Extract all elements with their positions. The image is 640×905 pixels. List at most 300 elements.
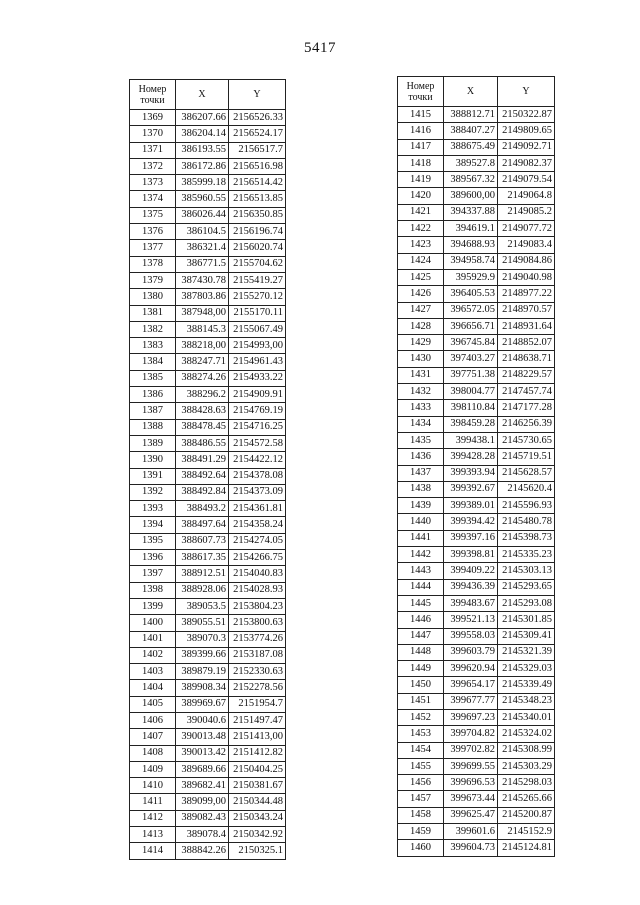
table-row (398, 204, 555, 220)
x-coordinate-cell: 386204.14 (176, 126, 229, 142)
table-row (130, 142, 286, 158)
table-row (130, 305, 286, 321)
x-coordinate-cell: 398110.84 (444, 400, 498, 416)
point-number-cell: 1435 (398, 432, 444, 448)
point-number-cell: 1426 (398, 286, 444, 302)
x-coordinate-cell: 388497.64 (176, 517, 229, 533)
table-row (130, 338, 286, 354)
x-coordinate-cell: 399604.73 (444, 840, 498, 856)
table-row (130, 354, 286, 370)
table-row (398, 758, 555, 774)
point-number-cell: 1382 (130, 321, 176, 337)
x-coordinate-cell: 399601.6 (444, 824, 498, 840)
y-coordinate-cell: 2155419.27 (229, 272, 286, 288)
table-row (130, 517, 286, 533)
table-row (398, 498, 555, 514)
y-coordinate-cell: 2155704.62 (229, 256, 286, 272)
y-coordinate-cell: 2148852.07 (498, 335, 555, 351)
x-coordinate-cell: 386026.44 (176, 207, 229, 223)
y-coordinate-cell: 2154961.43 (229, 354, 286, 370)
y-coordinate-cell: 2149809.65 (498, 123, 555, 139)
table-row (130, 468, 286, 484)
point-number-cell: 1404 (130, 680, 176, 696)
point-number-cell: 1414 (130, 843, 176, 859)
table-row (398, 514, 555, 530)
table-row (398, 840, 555, 856)
y-coordinate-cell: 2156516.98 (229, 158, 286, 174)
y-coordinate-cell: 2145335.23 (498, 547, 555, 563)
y-coordinate-cell: 2148977.22 (498, 286, 555, 302)
point-number-cell: 1376 (130, 224, 176, 240)
coordinates-table-right (397, 76, 555, 857)
table-row (398, 172, 555, 188)
y-coordinate-cell: 2154933.22 (229, 370, 286, 386)
point-number-cell: 1459 (398, 824, 444, 840)
table-row (130, 778, 286, 794)
table-row (398, 824, 555, 840)
table-row (398, 644, 555, 660)
x-coordinate-cell: 389053.5 (176, 598, 229, 614)
point-number-cell: 1381 (130, 305, 176, 321)
x-coordinate-cell: 389527.8 (444, 155, 498, 171)
point-number-cell: 1397 (130, 566, 176, 582)
point-number-cell: 1421 (398, 204, 444, 220)
x-coordinate-cell: 388428.63 (176, 403, 229, 419)
table-row (398, 335, 555, 351)
x-coordinate-cell: 388296.2 (176, 387, 229, 403)
y-coordinate-cell: 2154274.05 (229, 533, 286, 549)
point-number-cell: 1412 (130, 810, 176, 826)
table-row (130, 810, 286, 826)
y-coordinate-cell: 2145308.99 (498, 742, 555, 758)
table-row (398, 481, 555, 497)
x-coordinate-cell: 386193.55 (176, 142, 229, 158)
x-coordinate-cell: 388675.49 (444, 139, 498, 155)
point-number-cell: 1439 (398, 498, 444, 514)
point-number-cell: 1420 (398, 188, 444, 204)
point-number-cell: 1429 (398, 335, 444, 351)
table-row (130, 207, 286, 223)
point-number-cell: 1392 (130, 484, 176, 500)
x-coordinate-cell: 387430.78 (176, 272, 229, 288)
point-number-cell: 1386 (130, 387, 176, 403)
x-header: X (444, 77, 498, 107)
x-coordinate-cell: 389567.32 (444, 172, 498, 188)
y-coordinate-cell: 2156524.17 (229, 126, 286, 142)
point-number-cell: 1394 (130, 517, 176, 533)
point-number-cell: 1441 (398, 530, 444, 546)
point-number-cell: 1436 (398, 449, 444, 465)
y-coordinate-cell: 2147457.74 (498, 384, 555, 400)
table-row (398, 432, 555, 448)
x-coordinate-cell: 388478.45 (176, 419, 229, 435)
x-coordinate-cell: 388407.27 (444, 123, 498, 139)
x-coordinate-cell: 394337.88 (444, 204, 498, 220)
point-number-cell: 1387 (130, 403, 176, 419)
y-coordinate-cell: 2145303.29 (498, 758, 555, 774)
table-row (398, 628, 555, 644)
point-number-cell: 1388 (130, 419, 176, 435)
x-coordinate-cell: 386207.66 (176, 110, 229, 126)
point-number-cell: 1432 (398, 384, 444, 400)
point-number-cell: 1437 (398, 465, 444, 481)
table-row (130, 680, 286, 696)
y-coordinate-cell: 2155270.12 (229, 289, 286, 305)
table-row (398, 286, 555, 302)
x-coordinate-cell: 390040.6 (176, 712, 229, 728)
table-row (398, 612, 555, 628)
table-header-row (398, 77, 555, 107)
y-coordinate-cell: 2154909.91 (229, 387, 286, 403)
x-coordinate-cell: 388274.26 (176, 370, 229, 386)
y-coordinate-cell: 2145152.9 (498, 824, 555, 840)
x-coordinate-cell: 388842.26 (176, 843, 229, 859)
x-coordinate-cell: 399677.77 (444, 693, 498, 709)
table-row (398, 563, 555, 579)
point-number-cell: 1450 (398, 677, 444, 693)
y-coordinate-cell: 2147177.28 (498, 400, 555, 416)
point-number-cell: 1433 (398, 400, 444, 416)
x-coordinate-cell: 388218,00 (176, 338, 229, 354)
x-coordinate-cell: 398459.28 (444, 416, 498, 432)
point-number-cell: 1452 (398, 709, 444, 725)
x-coordinate-cell: 397403.27 (444, 351, 498, 367)
y-coordinate-cell: 2149064.8 (498, 188, 555, 204)
table-row (398, 579, 555, 595)
table-row (130, 598, 286, 614)
point-number-cell: 1371 (130, 142, 176, 158)
x-coordinate-cell: 399428.28 (444, 449, 498, 465)
table-row (130, 272, 286, 288)
point-number-cell: 1438 (398, 481, 444, 497)
point-number-cell: 1449 (398, 661, 444, 677)
table-row (130, 110, 286, 126)
x-coordinate-cell: 399389.01 (444, 498, 498, 514)
y-coordinate-cell: 2156514.42 (229, 175, 286, 191)
y-coordinate-cell: 2145480.78 (498, 514, 555, 530)
y-coordinate-cell: 2154358.24 (229, 517, 286, 533)
table-row (130, 452, 286, 468)
y-coordinate-cell: 2150381.67 (229, 778, 286, 794)
y-coordinate-cell: 2155170.11 (229, 305, 286, 321)
table-row (130, 550, 286, 566)
x-coordinate-cell: 388486.55 (176, 435, 229, 451)
x-coordinate-cell: 389070.3 (176, 631, 229, 647)
y-coordinate-cell: 2145321.39 (498, 644, 555, 660)
point-number-cell: 1431 (398, 367, 444, 383)
point-number-cell: 1393 (130, 501, 176, 517)
x-coordinate-cell: 388145.3 (176, 321, 229, 337)
x-coordinate-cell: 388493.2 (176, 501, 229, 517)
x-coordinate-cell: 399558.03 (444, 628, 498, 644)
point-number-cell: 1390 (130, 452, 176, 468)
coordinates-table-left (129, 79, 286, 860)
x-coordinate-cell: 386321.4 (176, 240, 229, 256)
point-number-cell: 1405 (130, 696, 176, 712)
y-coordinate-cell: 2149079.54 (498, 172, 555, 188)
x-coordinate-cell: 399699.55 (444, 758, 498, 774)
table-row (398, 449, 555, 465)
table-row (398, 807, 555, 823)
y-coordinate-cell: 2149082.37 (498, 155, 555, 171)
table-row (398, 351, 555, 367)
y-coordinate-cell: 2145329.03 (498, 661, 555, 677)
table-row (130, 403, 286, 419)
x-coordinate-cell: 399483.67 (444, 595, 498, 611)
y-coordinate-cell: 2149083.4 (498, 237, 555, 253)
y-coordinate-cell: 2145293.65 (498, 579, 555, 595)
page-number: 5417 (304, 40, 336, 56)
y-coordinate-cell: 2145730.65 (498, 432, 555, 448)
point-number-header (130, 80, 176, 110)
y-coordinate-cell: 2148931.64 (498, 318, 555, 334)
table-row (398, 742, 555, 758)
table-row (398, 221, 555, 237)
point-number-cell: 1460 (398, 840, 444, 856)
table-row (130, 794, 286, 810)
table-row (398, 400, 555, 416)
x-coordinate-cell: 389969.67 (176, 696, 229, 712)
y-coordinate-cell: 2149085.2 (498, 204, 555, 220)
table-row (130, 696, 286, 712)
point-number-cell: 1430 (398, 351, 444, 367)
x-coordinate-cell: 388492.84 (176, 484, 229, 500)
x-coordinate-cell: 394619.1 (444, 221, 498, 237)
table-row (398, 547, 555, 563)
table-row (130, 827, 286, 843)
y-coordinate-cell: 2154716.25 (229, 419, 286, 435)
y-coordinate-cell: 2145301.85 (498, 612, 555, 628)
point-number-cell: 1443 (398, 563, 444, 579)
y-coordinate-cell: 2156517.7 (229, 142, 286, 158)
x-coordinate-cell: 394958.74 (444, 253, 498, 269)
point-number-cell: 1391 (130, 468, 176, 484)
x-coordinate-cell: 388247.71 (176, 354, 229, 370)
coordinates-table-left-body (130, 110, 286, 860)
y-coordinate-cell: 2145324.02 (498, 726, 555, 742)
table-row (398, 302, 555, 318)
table-row (398, 367, 555, 383)
point-number-cell: 1370 (130, 126, 176, 142)
point-number-cell: 1458 (398, 807, 444, 823)
point-number-cell: 1425 (398, 269, 444, 285)
point-number-cell: 1378 (130, 256, 176, 272)
point-number-cell: 1418 (398, 155, 444, 171)
y-coordinate-cell: 2145303.13 (498, 563, 555, 579)
table-row (130, 712, 286, 728)
table-row (398, 107, 555, 123)
x-coordinate-cell: 399702.82 (444, 742, 498, 758)
point-number-cell: 1403 (130, 664, 176, 680)
y-coordinate-cell: 2153804.23 (229, 598, 286, 614)
y-coordinate-cell: 2148970.57 (498, 302, 555, 318)
y-coordinate-cell: 2145398.73 (498, 530, 555, 546)
table-row (130, 501, 286, 517)
point-number-cell: 1417 (398, 139, 444, 155)
table-row (130, 761, 286, 777)
y-header: Y (498, 77, 555, 107)
x-coordinate-cell: 385999.18 (176, 175, 229, 191)
table-row (130, 631, 286, 647)
table-row (130, 224, 286, 240)
x-coordinate-cell: 397751.38 (444, 367, 498, 383)
table-row (130, 533, 286, 549)
x-coordinate-cell: 395929.9 (444, 269, 498, 285)
y-coordinate-cell: 2154572.58 (229, 435, 286, 451)
table-row (130, 191, 286, 207)
y-coordinate-cell: 2150342.92 (229, 827, 286, 843)
y-coordinate-cell: 2154422.12 (229, 452, 286, 468)
y-coordinate-cell: 2151954.7 (229, 696, 286, 712)
point-number-cell: 1401 (130, 631, 176, 647)
x-coordinate-cell: 389099,00 (176, 794, 229, 810)
x-coordinate-cell: 388912.51 (176, 566, 229, 582)
x-coordinate-cell: 389908.34 (176, 680, 229, 696)
point-number-header-line1: Номер (138, 83, 167, 95)
x-coordinate-cell: 389879.19 (176, 664, 229, 680)
table-row (398, 465, 555, 481)
x-coordinate-cell: 389055.51 (176, 615, 229, 631)
table-row (130, 647, 286, 663)
x-coordinate-cell: 399697.23 (444, 709, 498, 725)
x-coordinate-cell: 388812.71 (444, 107, 498, 123)
table-row (398, 237, 555, 253)
y-coordinate-cell: 2149084.86 (498, 253, 555, 269)
y-coordinate-cell: 2154373.09 (229, 484, 286, 500)
point-number-cell: 1434 (398, 416, 444, 432)
table-row (130, 843, 286, 859)
table-row (130, 256, 286, 272)
point-number-cell: 1408 (130, 745, 176, 761)
x-coordinate-cell: 389682.41 (176, 778, 229, 794)
point-number-cell: 1442 (398, 547, 444, 563)
point-number-cell: 1455 (398, 758, 444, 774)
x-coordinate-cell: 390013.48 (176, 729, 229, 745)
y-coordinate-cell: 2154028.93 (229, 582, 286, 598)
table-row (398, 677, 555, 693)
y-coordinate-cell: 2154040.83 (229, 566, 286, 582)
point-number-header-line1: Номер (406, 80, 435, 92)
x-coordinate-cell: 390013.42 (176, 745, 229, 761)
table-row (398, 384, 555, 400)
point-number-cell: 1411 (130, 794, 176, 810)
y-coordinate-cell: 2156020.74 (229, 240, 286, 256)
y-coordinate-cell: 2151412.82 (229, 745, 286, 761)
point-number-cell: 1427 (398, 302, 444, 318)
y-coordinate-cell: 2156196.74 (229, 224, 286, 240)
point-number-cell: 1416 (398, 123, 444, 139)
y-header: Y (229, 80, 286, 110)
x-coordinate-cell: 396572.05 (444, 302, 498, 318)
point-number-header-line2: точки (140, 94, 165, 106)
point-number-cell: 1374 (130, 191, 176, 207)
table-row (398, 123, 555, 139)
point-number-cell: 1423 (398, 237, 444, 253)
x-coordinate-cell: 396405.53 (444, 286, 498, 302)
y-coordinate-cell: 2156526.33 (229, 110, 286, 126)
x-coordinate-cell: 399392.67 (444, 481, 498, 497)
point-number-cell: 1377 (130, 240, 176, 256)
y-coordinate-cell: 2146256.39 (498, 416, 555, 432)
x-coordinate-cell: 388607.73 (176, 533, 229, 549)
x-coordinate-cell: 399409.22 (444, 563, 498, 579)
table-row (130, 387, 286, 403)
x-coordinate-cell: 388491.29 (176, 452, 229, 468)
x-coordinate-cell: 396745.84 (444, 335, 498, 351)
y-coordinate-cell: 2150343.24 (229, 810, 286, 826)
y-coordinate-cell: 2145339.49 (498, 677, 555, 693)
x-coordinate-cell: 386771.5 (176, 256, 229, 272)
x-header: X (176, 80, 229, 110)
point-number-cell: 1444 (398, 579, 444, 595)
point-number-cell: 1419 (398, 172, 444, 188)
table-row (398, 775, 555, 791)
point-number-cell: 1400 (130, 615, 176, 631)
point-number-cell: 1457 (398, 791, 444, 807)
point-number-cell: 1453 (398, 726, 444, 742)
point-number-header (398, 77, 444, 107)
y-coordinate-cell: 2152278.56 (229, 680, 286, 696)
y-coordinate-cell: 2145293.08 (498, 595, 555, 611)
table-row (130, 729, 286, 745)
y-coordinate-cell: 2150344.48 (229, 794, 286, 810)
point-number-cell: 1373 (130, 175, 176, 191)
table-row (130, 435, 286, 451)
y-coordinate-cell: 2145309.41 (498, 628, 555, 644)
table-row (398, 318, 555, 334)
point-number-cell: 1398 (130, 582, 176, 598)
table-row (398, 726, 555, 742)
table-row (398, 253, 555, 269)
point-number-cell: 1440 (398, 514, 444, 530)
point-number-cell: 1409 (130, 761, 176, 777)
point-number-cell: 1380 (130, 289, 176, 305)
x-coordinate-cell: 386104.5 (176, 224, 229, 240)
x-coordinate-cell: 389399.66 (176, 647, 229, 663)
point-number-cell: 1369 (130, 110, 176, 126)
point-number-cell: 1413 (130, 827, 176, 843)
x-coordinate-cell: 399397.16 (444, 530, 498, 546)
point-number-cell: 1456 (398, 775, 444, 791)
x-coordinate-cell: 399620.94 (444, 661, 498, 677)
y-coordinate-cell: 2150322.87 (498, 107, 555, 123)
table-row (130, 370, 286, 386)
point-number-cell: 1396 (130, 550, 176, 566)
point-number-cell: 1451 (398, 693, 444, 709)
y-coordinate-cell: 2145596.93 (498, 498, 555, 514)
table-row (130, 745, 286, 761)
table-row (130, 321, 286, 337)
point-number-cell: 1372 (130, 158, 176, 174)
x-coordinate-cell: 387948,00 (176, 305, 229, 321)
table-row (130, 289, 286, 305)
x-coordinate-cell: 389082.43 (176, 810, 229, 826)
table-row (130, 566, 286, 582)
y-coordinate-cell: 2154378.08 (229, 468, 286, 484)
point-number-cell: 1395 (130, 533, 176, 549)
table-row (130, 484, 286, 500)
x-coordinate-cell: 399521.13 (444, 612, 498, 628)
point-number-cell: 1389 (130, 435, 176, 451)
table-row (398, 269, 555, 285)
y-coordinate-cell: 2154266.75 (229, 550, 286, 566)
table-row (130, 126, 286, 142)
y-coordinate-cell: 2153774.26 (229, 631, 286, 647)
y-coordinate-cell: 2148638.71 (498, 351, 555, 367)
x-coordinate-cell: 399654.17 (444, 677, 498, 693)
x-coordinate-cell: 399625.47 (444, 807, 498, 823)
table-row (398, 139, 555, 155)
